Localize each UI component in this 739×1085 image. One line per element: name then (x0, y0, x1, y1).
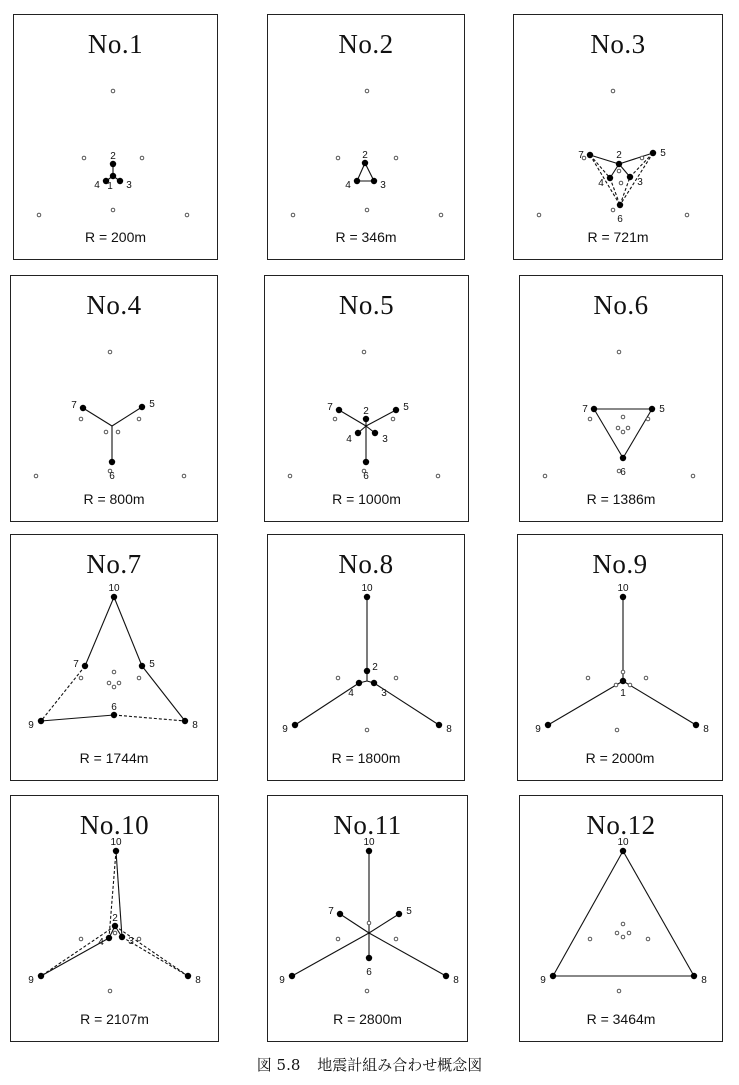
station-6-label: 6 (363, 471, 369, 482)
station-3-label: 3 (128, 936, 134, 947)
solid-link (112, 407, 142, 426)
open-point (137, 417, 141, 421)
station-4-label: 4 (346, 434, 352, 445)
dashed-link (114, 715, 185, 721)
open-point (394, 676, 398, 680)
open-point (365, 208, 369, 212)
station-10-label: 10 (361, 583, 373, 594)
dashed-link (41, 666, 85, 721)
open-point (685, 213, 689, 217)
open-point (108, 989, 112, 993)
radius-label: R = 2107m (80, 1011, 149, 1027)
open-point (104, 430, 108, 434)
station-4-dot (354, 178, 360, 184)
station-9-dot (38, 973, 44, 979)
open-point (616, 426, 620, 430)
dashed-link (41, 926, 115, 976)
solid-link (369, 914, 399, 933)
station-9-label: 9 (535, 724, 541, 735)
solid-link (114, 597, 142, 666)
station-1-label: 1 (107, 181, 113, 192)
open-point (640, 156, 644, 160)
station-3-label: 3 (381, 688, 387, 699)
station-8-dot (691, 973, 697, 979)
open-point (367, 921, 371, 925)
station-4-dot (607, 175, 613, 181)
open-point (617, 989, 621, 993)
panel-8 (267, 534, 465, 781)
station-10-dot (366, 848, 372, 854)
station-3-label: 3 (380, 180, 386, 191)
station-4-dot (355, 430, 361, 436)
panel-6 (519, 275, 723, 522)
radius-label: R = 1744m (79, 750, 149, 766)
station-9-dot (550, 973, 556, 979)
open-point (291, 213, 295, 217)
station-9-dot (545, 722, 551, 728)
open-point (619, 181, 623, 185)
open-point (621, 415, 625, 419)
panel-title: No.11 (333, 810, 402, 840)
station-3-dot (119, 934, 125, 940)
open-point (621, 430, 625, 434)
station-3-dot (117, 178, 123, 184)
dashed-link (115, 926, 188, 976)
solid-link (623, 409, 652, 458)
station-10-dot (364, 594, 370, 600)
station-4-label: 4 (98, 937, 104, 948)
panel-2 (267, 14, 465, 260)
station-3-label: 3 (637, 177, 643, 188)
panel-4 (10, 275, 218, 522)
station-5-dot (650, 150, 656, 156)
station-9-dot (38, 718, 44, 724)
open-point (588, 937, 592, 941)
station-7-label: 7 (328, 906, 334, 917)
open-point (79, 937, 83, 941)
open-point (391, 417, 395, 421)
station-3-dot (627, 174, 633, 180)
open-point (617, 169, 621, 173)
station-8-dot (182, 718, 188, 724)
station-7-label: 7 (71, 400, 77, 411)
station-8-dot (185, 973, 191, 979)
open-point (537, 213, 541, 217)
station-6-label: 6 (366, 967, 372, 978)
station-2-label: 2 (616, 150, 622, 161)
open-point (627, 931, 631, 935)
station-1-dot (110, 173, 116, 179)
open-point (543, 474, 547, 478)
open-point (108, 350, 112, 354)
open-point (621, 670, 625, 674)
open-point (365, 989, 369, 993)
station-3-label: 3 (126, 180, 132, 191)
station-6-label: 6 (111, 702, 117, 713)
station-10-label: 10 (617, 837, 629, 848)
station-8-label: 8 (195, 975, 201, 986)
solid-link (369, 933, 446, 976)
station-5-dot (649, 406, 655, 412)
caption-text: 地震計組み合わせ概念図 (317, 1056, 483, 1074)
open-point (137, 937, 141, 941)
open-point (614, 683, 618, 687)
panel-title: No.5 (338, 290, 395, 320)
station-6-label: 6 (109, 471, 115, 482)
station-10-dot (620, 848, 626, 854)
open-point (336, 156, 340, 160)
open-point (336, 937, 340, 941)
radius-label: R = 346m (335, 229, 397, 245)
station-10-dot (620, 594, 626, 600)
station-7-dot (587, 152, 593, 158)
station-10-dot (111, 594, 117, 600)
radius-label: R = 800m (83, 491, 145, 507)
panel-title: No.4 (86, 290, 142, 320)
solid-link (83, 408, 112, 426)
open-point (112, 685, 116, 689)
station-6-dot (366, 955, 372, 961)
station-5-label: 5 (659, 404, 665, 415)
radius-label: R = 2000m (585, 750, 655, 766)
open-point (140, 156, 144, 160)
station-2-label: 2 (372, 662, 378, 673)
station-8-dot (693, 722, 699, 728)
radius-label: R = 3464m (586, 1011, 656, 1027)
station-6-label: 6 (617, 214, 623, 225)
station-9-label: 9 (28, 720, 34, 731)
station-6-dot (617, 202, 623, 208)
open-point (394, 937, 398, 941)
open-point (588, 417, 592, 421)
station-8-label: 8 (703, 724, 709, 735)
open-point (439, 213, 443, 217)
panel-title: No.9 (592, 549, 648, 579)
open-point (185, 213, 189, 217)
station-8-label: 8 (446, 724, 452, 735)
panel-title: No.2 (338, 29, 394, 59)
panel-12 (519, 795, 723, 1042)
panel-title: No.12 (586, 810, 656, 840)
open-point (394, 156, 398, 160)
panel-5 (264, 275, 469, 522)
radius-label: R = 2800m (333, 1011, 402, 1027)
open-point (79, 676, 83, 680)
station-9-label: 9 (279, 975, 285, 986)
open-point (336, 676, 340, 680)
station-4-label: 4 (345, 180, 351, 191)
open-point (112, 670, 116, 674)
open-point (611, 208, 615, 212)
station-5-label: 5 (403, 402, 409, 413)
station-8-label: 8 (192, 720, 198, 731)
station-2-dot (616, 161, 622, 167)
radius-label: R = 1386m (586, 491, 656, 507)
open-point (436, 474, 440, 478)
radius-label: R = 1800m (331, 750, 401, 766)
solid-link (142, 666, 185, 721)
open-point (111, 89, 115, 93)
station-9-label: 9 (282, 724, 288, 735)
station-9-label: 9 (28, 975, 34, 986)
figure-caption (0, 1054, 739, 1075)
open-point (111, 208, 115, 212)
station-9-label: 9 (540, 975, 546, 986)
station-3-dot (371, 178, 377, 184)
panel-1 (13, 14, 218, 260)
panel-title: No.6 (593, 290, 649, 320)
panel-title: No.7 (86, 549, 142, 579)
panel-7 (10, 534, 218, 781)
station-4-dot (356, 680, 362, 686)
open-point (333, 417, 337, 421)
station-5-dot (396, 911, 402, 917)
open-point (37, 213, 41, 217)
station-3-dot (371, 680, 377, 686)
station-6-dot (109, 459, 115, 465)
open-point (182, 474, 186, 478)
station-8-dot (436, 722, 442, 728)
solid-link (553, 851, 623, 976)
station-9-dot (292, 722, 298, 728)
station-5-label: 5 (149, 659, 155, 670)
station-2-label: 2 (110, 151, 116, 162)
open-point (107, 681, 111, 685)
open-point (116, 430, 120, 434)
open-point (117, 681, 121, 685)
solid-link (292, 933, 369, 976)
station-4-dot (106, 935, 112, 941)
open-point (365, 89, 369, 93)
open-point (362, 350, 366, 354)
station-4-label: 4 (348, 688, 354, 699)
panel-9 (517, 534, 723, 781)
station-1-label: 1 (620, 688, 626, 699)
open-point (646, 417, 650, 421)
station-8-label: 8 (453, 975, 459, 986)
station-3-label: 3 (382, 434, 388, 445)
station-10-label: 10 (617, 583, 629, 594)
station-2-label: 2 (362, 150, 368, 161)
panel-10 (10, 795, 219, 1042)
station-7-dot (591, 406, 597, 412)
open-point (615, 931, 619, 935)
open-point (626, 426, 630, 430)
open-point (621, 922, 625, 926)
open-point (615, 728, 619, 732)
open-point (646, 937, 650, 941)
panel-title: No.10 (79, 810, 150, 840)
panel-11 (267, 795, 468, 1042)
solid-link (623, 681, 696, 725)
station-6-dot (620, 455, 626, 461)
radius-label: R = 721m (587, 229, 649, 245)
solid-link (41, 715, 114, 721)
open-point (82, 156, 86, 160)
station-6-label: 6 (620, 467, 626, 478)
station-7-dot (337, 911, 343, 917)
station-10-label: 10 (363, 837, 375, 848)
caption-number: 図 5.8 (256, 1056, 301, 1074)
panel-3 (513, 14, 723, 260)
station-10-label: 10 (110, 837, 122, 848)
open-point (617, 350, 621, 354)
station-5-dot (393, 407, 399, 413)
station-10-dot (113, 848, 119, 854)
station-7-label: 7 (73, 659, 79, 670)
open-point (691, 474, 695, 478)
station-7-dot (80, 405, 86, 411)
radius-label: R = 1000m (332, 491, 401, 507)
station-5-label: 5 (149, 399, 155, 410)
open-point (644, 676, 648, 680)
open-point (113, 931, 117, 935)
panel-title: No.1 (87, 29, 144, 59)
solid-link (339, 410, 366, 426)
station-4-label: 4 (598, 178, 604, 189)
station-6-dot (363, 459, 369, 465)
open-point (628, 683, 632, 687)
station-3-dot (372, 430, 378, 436)
station-2-label: 2 (112, 913, 118, 924)
solid-link (548, 681, 623, 725)
station-10-label: 10 (108, 583, 120, 594)
station-7-dot (336, 407, 342, 413)
station-5-dot (139, 663, 145, 669)
station-1-dot (620, 678, 626, 684)
station-7-dot (82, 663, 88, 669)
solid-link (623, 851, 694, 976)
open-point (611, 89, 615, 93)
radius-label: R = 200m (84, 229, 147, 245)
open-point (586, 676, 590, 680)
station-7-label: 7 (582, 404, 588, 415)
station-7-label: 7 (578, 150, 584, 161)
open-point (137, 676, 141, 680)
station-5-label: 5 (406, 906, 412, 917)
station-8-dot (443, 973, 449, 979)
solid-link (85, 597, 114, 666)
station-8-label: 8 (701, 975, 707, 986)
station-2-dot (364, 668, 370, 674)
open-point (365, 728, 369, 732)
open-point (288, 474, 292, 478)
station-2-label: 2 (363, 406, 369, 417)
station-9-dot (289, 973, 295, 979)
solid-link (340, 914, 369, 933)
station-5-dot (139, 404, 145, 410)
station-5-label: 5 (660, 148, 666, 159)
panel-title: No.8 (338, 549, 394, 579)
open-point (79, 417, 83, 421)
station-7-label: 7 (327, 402, 333, 413)
solid-link (594, 409, 623, 458)
open-point (34, 474, 38, 478)
station-4-label: 4 (94, 180, 100, 191)
panel-title: No.3 (590, 29, 646, 59)
open-point (621, 935, 625, 939)
